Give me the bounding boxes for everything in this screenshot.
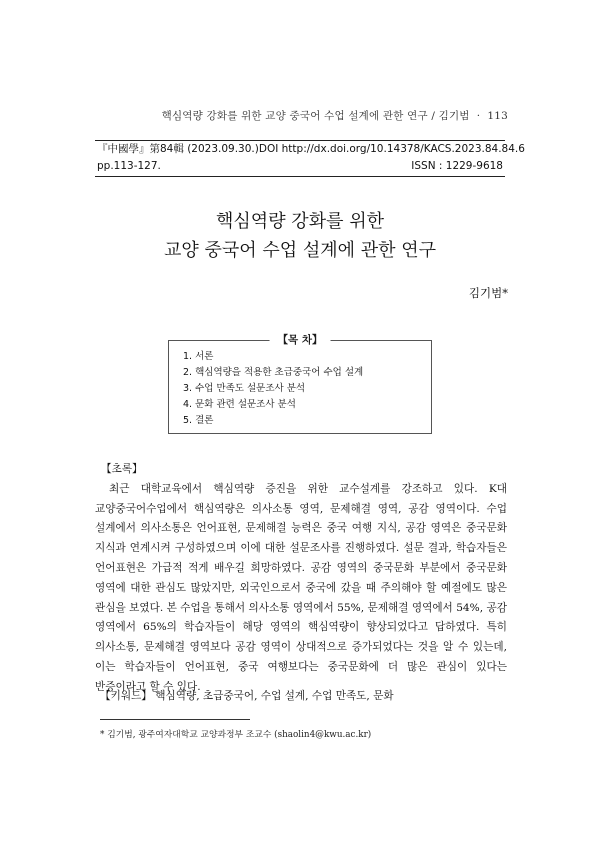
abstract-label: 【초록】 — [101, 463, 143, 475]
keywords-text: 핵심역량, 초급중국어, 수업 설계, 수업 만족도, 문화 — [155, 690, 394, 702]
meta-bottom-rule — [95, 176, 505, 177]
toc-item-course-design[interactable]: 2. 핵심역량을 적용한 초급중국어 수업 설계 — [183, 367, 364, 378]
page-number: 113 — [487, 110, 508, 122]
toc-item-satisfaction-survey[interactable]: 3. 수업 만족도 설문조사 분석 — [183, 383, 306, 394]
meta-row-2 — [95, 158, 505, 175]
paper-title — [95, 207, 505, 265]
keywords-label: 【키워드】 — [100, 690, 152, 702]
abstract-body: 최근 대학교육에서 핵심역량 증진을 위한 교수설계를 강조하고 있다. K대 교양중국어수업에서 핵심역량은 의사소통 영역, 문제해결 영역, 공감 영역이다. 수업 설계에서 의사소통은 언어표현, 문제해결 능력은 중국 여행 지식, 공감 영역은 중국문화 지식과 연계시켜 구성하였으며 이에 대한 설문조사를 진행하였다. 설문 결과, 학습자들은 언어표현은 가급적 적게 배우길 희망하였다. 공감 영역의 중국문화 부분에서 중국문화 영역에 대한 관심도 많았지만, 외국인으로서 중국에 갔을 때 주의해야 할 예절에도 많은 관심을 보였다. 본 수업을 통해서 의사소통 영역에서 55%, 문제해결 영역에서 54%, 공감 영역에서 65%의 학습자들이 해당 영역의 핵심역량이 향상되었다고 답하였다. 특히 의사소통, 문제해결 영역보다 공감 영역이 상대적으로 증가되었다는 것을 알 수 있는데, 이는 학습자들이 언어표현, 중국 여행보다는 중국문화에 더 많은 관심이 있다는 반증이라고 할 수 있다. — [95, 482, 507, 693]
toc-item-conclusion[interactable]: 5. 결론 — [183, 415, 214, 426]
doi-link[interactable]: DOI http://dx.doi.org/10.14378/KACS.2023.84.84.6 — [258, 143, 525, 155]
author-name: 김기범* — [468, 286, 508, 300]
journal-citation: 『中國學』第84輯 (2023.09.30.) — [97, 143, 259, 155]
title-line-2: 교양 중국어 수업 설계에 관한 연구 — [163, 240, 437, 261]
title-line-1: 핵심역량 강화를 위한 — [216, 211, 384, 232]
running-head — [162, 108, 508, 123]
toc-item-culture-survey[interactable]: 4. 문화 관련 설문조사 분석 — [183, 399, 296, 410]
footnote-rule — [100, 719, 250, 720]
toc-heading: 【목 차】 — [270, 332, 331, 347]
table-of-contents — [168, 334, 432, 434]
journal-meta-block — [95, 140, 525, 177]
toc-item-introduction[interactable]: 1. 서론 — [183, 351, 214, 362]
abstract-section — [95, 460, 507, 698]
toc-list — [169, 341, 431, 429]
keywords-line — [100, 688, 505, 703]
page-range: pp.113-127. — [97, 160, 161, 172]
running-head-separator: · — [476, 110, 481, 122]
meta-row-1 — [95, 141, 525, 158]
issn: ISSN : 1229-9618 — [411, 160, 503, 172]
author-footnote: * 김기범, 광주여자대학교 교양과정부 조교수 (shaolin4@kwu.ac.kr) — [100, 730, 372, 740]
running-head-text: 핵심역량 강화를 위한 교양 중국어 수업 설계에 관한 연구 / 김기범 — [161, 110, 470, 122]
